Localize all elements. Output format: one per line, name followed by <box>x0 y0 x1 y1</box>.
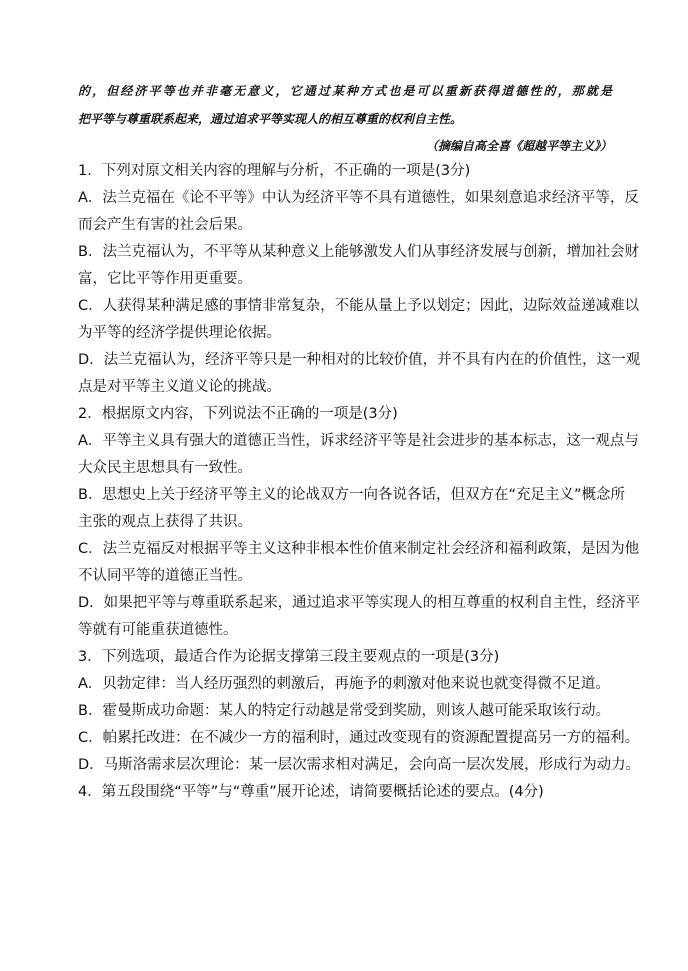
option-line: C．法兰克福反对根据平等主义这种非根本性价值来制定社会经济和福利政策，是因为他 <box>78 541 640 557</box>
option-line: 而会产生有害的社会后果。 <box>78 217 252 233</box>
option-line: 为平等的经济学提供理论依据。 <box>78 325 281 341</box>
option-line: B．法兰克福认为，不平等从某种意义上能够激发人们从事经济发展与创新，增加社会财 <box>78 244 639 260</box>
option-line: 点是对平等主义道义论的挑战。 <box>78 379 281 395</box>
option-line: B．霍曼斯成功命题：某人的特定行动越是常受到奖励，则该人越可能采取该行动。 <box>78 703 610 719</box>
option-line: 主张的观点上获得了共识。 <box>78 514 252 530</box>
passage-source: （摘编自高全喜《超越平等主义》） <box>425 139 612 153</box>
option-line: D．如果把平等与尊重联系起来，通过追求平等实现人的相互尊重的权利自主性，经济平 <box>78 595 641 611</box>
option-line: 不认同平等的道德正当性。 <box>78 568 252 584</box>
option-line: B．思想史上关于经济平等主义的论战双方一向各说各话，但双方在“充足主义”概念所 <box>78 487 625 503</box>
option-line: C．人获得某种满足感的事情非常复杂，不能从量上予以划定；因此，边际效益递减难以 <box>78 298 640 314</box>
option-line: A．贝勃定律：当人经历强烈的刺激后，再施予的刺激对他来说也就变得微不足道。 <box>78 676 610 692</box>
option-line: A．法兰克福在《论不平等》中认为经济平等不具有道德性，如果刻意追求经济平等，反 <box>78 190 639 206</box>
question-stem: 3．下列选项，最适合作为论据支撑第三段主要观点的一项是(3分) <box>78 649 500 665</box>
option-line: 富，它比平等作用更重要。 <box>78 271 252 287</box>
option-line: 大众民主思想具有一致性。 <box>78 460 252 476</box>
passage-line: 把平等与尊重联系起来，通过追求平等实现人的相互尊重的权利自主性。 <box>78 112 463 126</box>
question-stem: 4．第五段围绕“平等”与“尊重”展开论述，请简要概括论述的要点。(4分) <box>78 784 544 800</box>
option-line: C．帕累托改进：在不减少一方的福利时，通过改变现有的资源配置提高另一方的福利。 <box>78 730 640 746</box>
question-stem: 1．下列对原文相关内容的理解与分析，不正确的一项是(3分) <box>78 163 471 179</box>
option-line: D．马斯洛需求层次理论：某一层次需求相对满足，会向高一层次发展，形成行为动力。 <box>78 757 641 773</box>
option-line: D．法兰克福认为，经济平等只是一种相对的比较价值，并不具有内在的价值性，这一观 <box>78 352 641 368</box>
passage-line: 的，但经济平等也并非毫无意义，它通过某种方式也是可以重新获得道德性的，那就是 <box>78 84 612 98</box>
option-line: 等就有可能重获道德性。 <box>78 622 238 638</box>
question-stem: 2．根据原文内容，下列说法不正确的一项是(3分) <box>78 406 398 422</box>
option-line: A．平等主义具有强大的道德正当性，诉求经济平等是社会进步的基本标志，这一观点与 <box>78 433 639 449</box>
